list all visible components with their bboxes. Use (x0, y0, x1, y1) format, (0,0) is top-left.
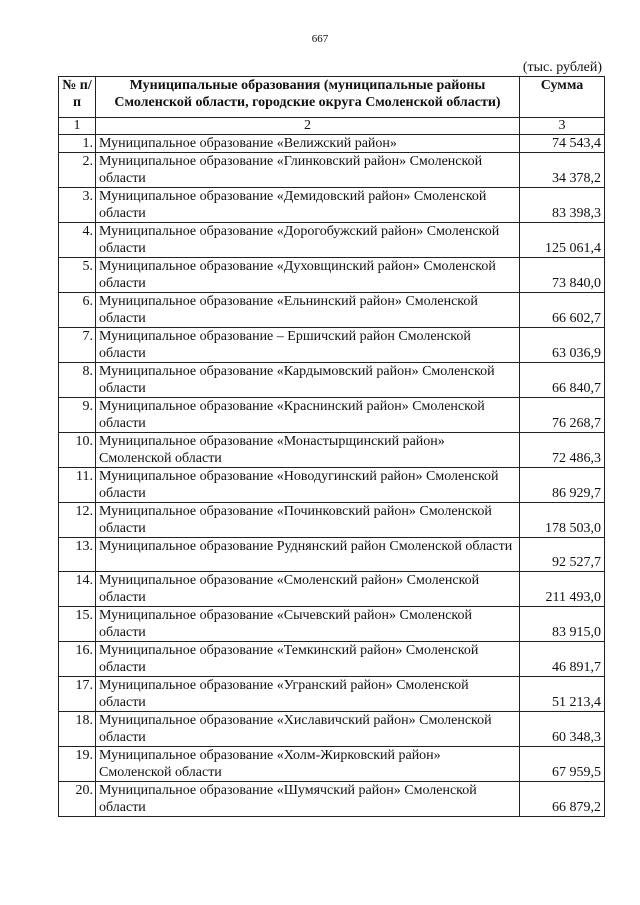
row-municipality-name: Муниципальное образование «Починковский район» Смоленской области (96, 503, 520, 538)
row-sum: 76 268,7 (520, 398, 605, 433)
header-num: № п/п (59, 77, 96, 118)
row-municipality-name: Муниципальное образование «Велижский район» (96, 135, 520, 153)
column-index-2: 2 (96, 118, 520, 135)
table-row (59, 538, 605, 572)
table-row (59, 503, 605, 538)
row-municipality-name: Муниципальное образование «Холм-Жирковский район» Смоленской области (96, 747, 520, 782)
row-number: 13. (59, 538, 96, 572)
row-sum: 125 061,4 (520, 223, 605, 258)
table-body (59, 135, 605, 817)
units-label: (тыс. рублей) (522, 60, 602, 75)
row-sum: 211 493,0 (520, 572, 605, 607)
row-sum: 51 213,4 (520, 677, 605, 712)
table-row (59, 328, 605, 363)
column-index-row (59, 118, 605, 135)
row-sum: 66 840,7 (520, 363, 605, 398)
row-municipality-name: Муниципальное образование «Монастырщинский район» Смоленской области (96, 433, 520, 468)
row-number: 19. (59, 747, 96, 782)
budget-table (58, 76, 605, 817)
row-number: 17. (59, 677, 96, 712)
row-number: 18. (59, 712, 96, 747)
table-row (59, 642, 605, 677)
table-row (59, 293, 605, 328)
row-municipality-name: Муниципальное образование Руднянский район Смоленской области (96, 538, 520, 572)
row-sum: 86 929,7 (520, 468, 605, 503)
header-name: Муниципальные образования (муниципальные районы Смоленской области, городские округа Смоленской области) (96, 77, 520, 118)
table-row (59, 398, 605, 433)
row-municipality-name: Муниципальное образование «Темкинский район» Смоленской области (96, 642, 520, 677)
table-row (59, 258, 605, 293)
row-number: 16. (59, 642, 96, 677)
row-sum: 66 602,7 (520, 293, 605, 328)
row-municipality-name: Муниципальное образование «Новодугинский район» Смоленской области (96, 468, 520, 503)
table-row (59, 607, 605, 642)
page-number: 667 (311, 33, 329, 45)
row-municipality-name: Муниципальное образование «Духовщинский район» Смоленской области (96, 258, 520, 293)
row-sum: 92 527,7 (520, 538, 605, 572)
row-sum: 46 891,7 (520, 642, 605, 677)
header-row (59, 77, 605, 118)
row-sum: 73 840,0 (520, 258, 605, 293)
row-municipality-name: Муниципальное образование «Хиславичский район» Смоленской области (96, 712, 520, 747)
row-number: 6. (59, 293, 96, 328)
row-municipality-name: Муниципальное образование «Дорогобужский район» Смоленской области (96, 223, 520, 258)
table-row (59, 188, 605, 223)
table-row (59, 468, 605, 503)
row-number: 3. (59, 188, 96, 223)
row-sum: 83 915,0 (520, 607, 605, 642)
header-sum: Сумма (520, 77, 605, 118)
row-municipality-name: Муниципальное образование «Глинковский район» Смоленской области (96, 153, 520, 188)
row-number: 1. (59, 135, 96, 153)
table-row (59, 572, 605, 607)
row-number: 8. (59, 363, 96, 398)
row-municipality-name: Муниципальное образование «Демидовский район» Смоленской области (96, 188, 520, 223)
row-municipality-name: Муниципальное образование – Ершичский район Смоленской области (96, 328, 520, 363)
row-number: 10. (59, 433, 96, 468)
row-sum: 34 378,2 (520, 153, 605, 188)
table-row (59, 747, 605, 782)
row-number: 14. (59, 572, 96, 607)
row-sum: 63 036,9 (520, 328, 605, 363)
row-sum: 178 503,0 (520, 503, 605, 538)
row-municipality-name: Муниципальное образование «Краснинский район» Смоленской области (96, 398, 520, 433)
row-sum: 66 879,2 (520, 782, 605, 817)
row-sum: 74 543,4 (520, 135, 605, 153)
row-number: 11. (59, 468, 96, 503)
row-number: 2. (59, 153, 96, 188)
table-row (59, 712, 605, 747)
row-sum: 83 398,3 (520, 188, 605, 223)
column-index-1: 1 (59, 118, 96, 135)
row-municipality-name: Муниципальное образование «Угранский район» Смоленской области (96, 677, 520, 712)
table-row (59, 363, 605, 398)
row-municipality-name: Муниципальное образование «Сычевский район» Смоленской области (96, 607, 520, 642)
table-row (59, 223, 605, 258)
row-municipality-name: Муниципальное образование «Кардымовский район» Смоленской области (96, 363, 520, 398)
table-row (59, 433, 605, 468)
row-number: 15. (59, 607, 96, 642)
table-row (59, 782, 605, 817)
row-sum: 72 486,3 (520, 433, 605, 468)
row-number: 12. (59, 503, 96, 538)
table-row (59, 677, 605, 712)
row-number: 4. (59, 223, 96, 258)
table-row (59, 135, 605, 153)
row-number: 20. (59, 782, 96, 817)
row-municipality-name: Муниципальное образование «Шумячский район» Смоленской области (96, 782, 520, 817)
column-index-3: 3 (520, 118, 605, 135)
table-row (59, 153, 605, 188)
row-sum: 60 348,3 (520, 712, 605, 747)
row-sum: 67 959,5 (520, 747, 605, 782)
row-number: 5. (59, 258, 96, 293)
row-number: 7. (59, 328, 96, 363)
row-municipality-name: Муниципальное образование «Ельнинский район» Смоленской области (96, 293, 520, 328)
row-municipality-name: Муниципальное образование «Смоленский район» Смоленской области (96, 572, 520, 607)
row-number: 9. (59, 398, 96, 433)
